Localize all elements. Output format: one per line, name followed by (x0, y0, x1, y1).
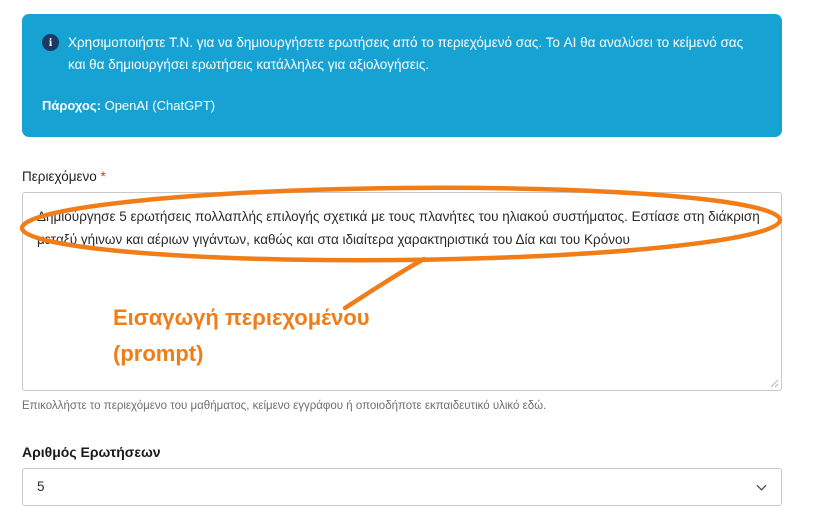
required-marker: * (100, 169, 106, 184)
annotation-text (113, 300, 513, 372)
content-help-text: Επικολλήστε το περιεχόμενο του μαθήματος, κείμενο εγγράφου ή οποιοδήποτε εκπαιδευτικό υλικό εδώ. (22, 400, 547, 412)
questions-field-label: Αριθμός Ερωτήσεων (22, 444, 161, 460)
ai-info-banner (22, 14, 782, 137)
annotation-line-2: (prompt) (113, 341, 204, 366)
chevron-down-icon (756, 482, 767, 493)
info-icon: i (42, 34, 59, 51)
provider-value: OpenAI (ChatGPT) (104, 98, 216, 113)
info-banner-row (42, 32, 760, 76)
questions-select[interactable] (22, 468, 782, 506)
questions-select-value: 5 (37, 479, 45, 494)
info-banner-message: Χρησιμοποιήστε Τ.Ν. για να δημιουργήσετε ερωτήσεις από το περιεχόμενό σας. Το AI θα αναλύσει το κείμενό σας και θα δημιουργήσει ερωτήσεις κατάλληλες για αξιολογήσεις. (68, 35, 744, 72)
provider-label: Πάροχος: (42, 98, 101, 113)
content-label-text: Περιεχόμενο (22, 169, 97, 184)
annotation-line-1: Εισαγωγή περιεχομένου (113, 305, 370, 330)
provider-line (42, 98, 760, 113)
content-field-label (22, 169, 106, 184)
